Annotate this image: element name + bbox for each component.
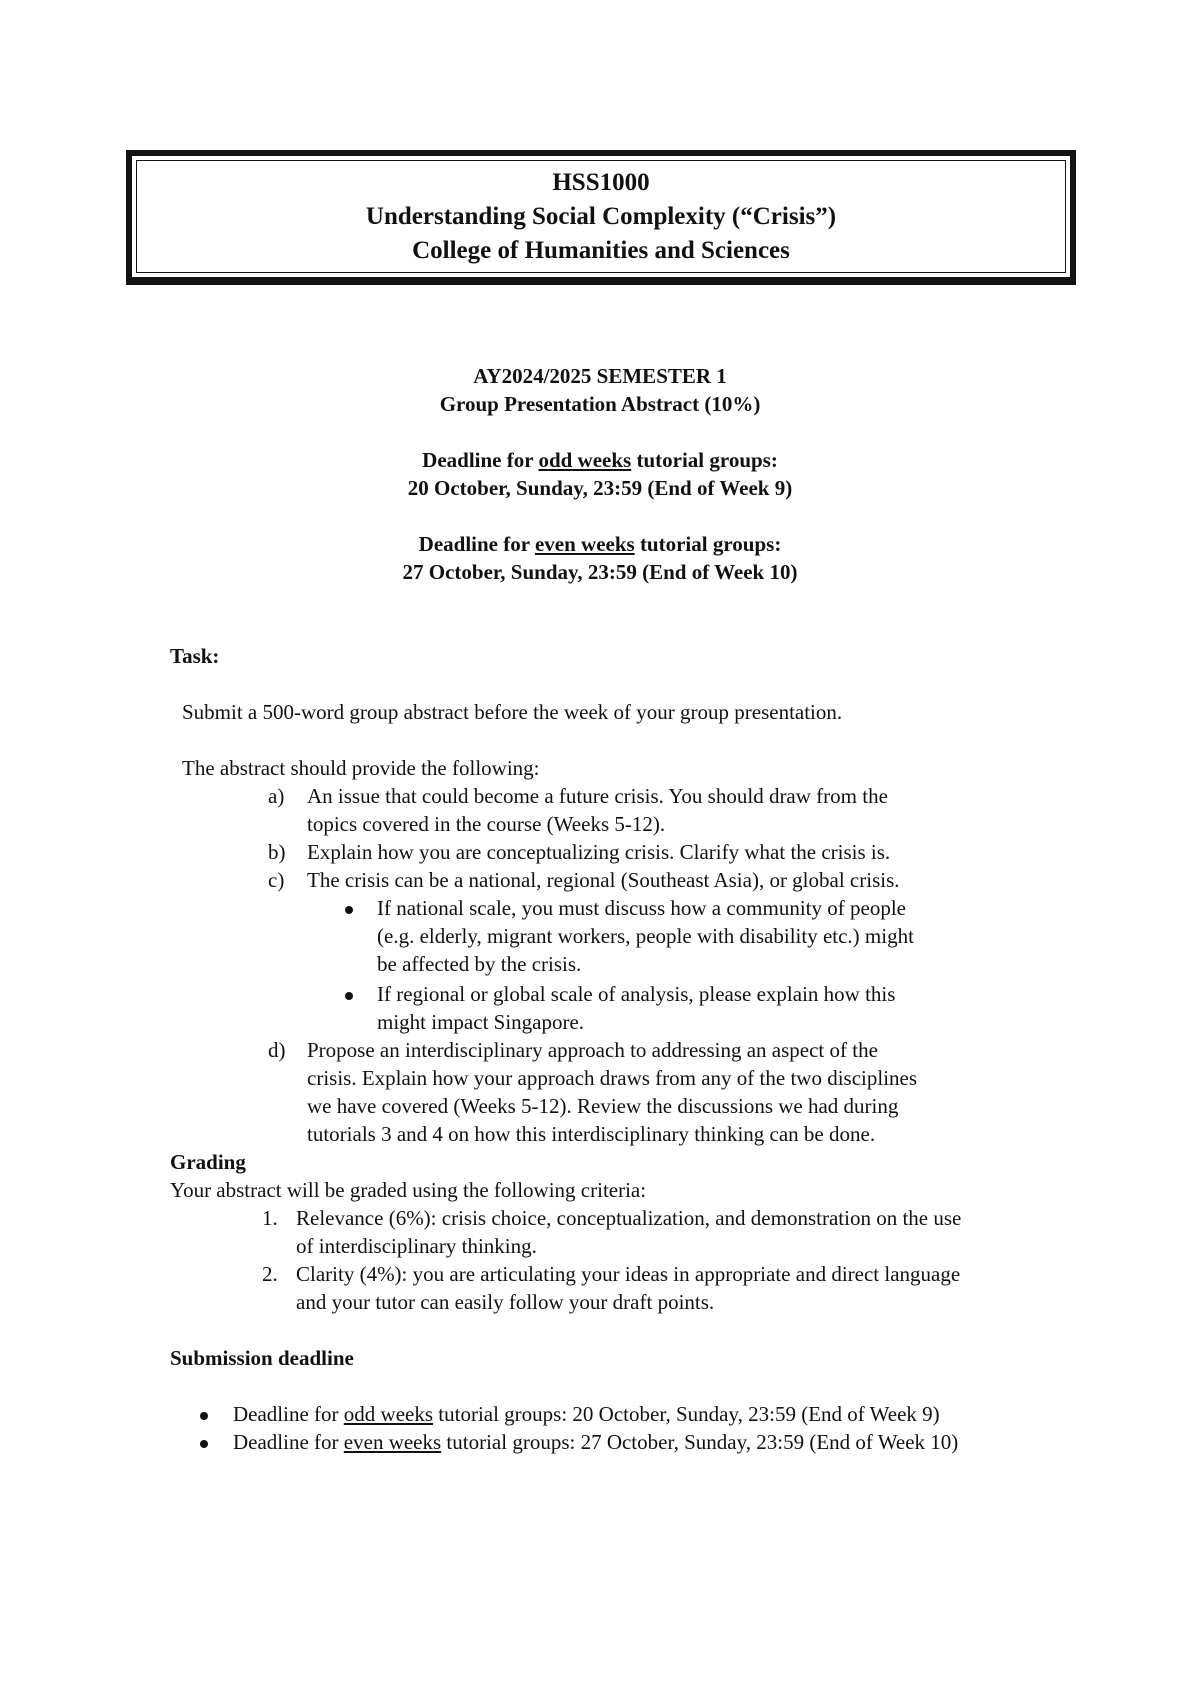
list-marker-a: a) [268, 784, 285, 808]
sub-bullet-1-line2: (e.g. elderly, migrant workers, people with disability etc.) might [377, 924, 914, 948]
course-header-box [126, 150, 1076, 285]
task-heading: Task: [170, 644, 220, 668]
submission-item-even: Deadline for even weeks tutorial groups: 27 October, Sunday, 23:59 (End of Week 10) [233, 1430, 959, 1454]
task-lead: The abstract should provide the following: [182, 756, 540, 780]
sub-bullet-2-line2: might impact Singapore. [377, 1010, 585, 1034]
sub-bullet-1-line3: be affected by the crisis. [377, 952, 582, 976]
grading-item-2-line1: Clarity (4%): you are articulating your ideas in appropriate and direct language [296, 1262, 961, 1286]
bullet-icon [345, 906, 353, 914]
list-marker-1: 1. [262, 1206, 278, 1230]
sub-bullet-1-line1: If national scale, you must discuss how a community of people [377, 896, 906, 920]
bullet-icon [345, 992, 353, 1000]
odd-deadline-date: 20 October, Sunday, 23:59 (End of Week 9) [407, 476, 793, 500]
task-item-b-line1: Explain how you are conceptualizing crisis. Clarify what the crisis is. [307, 840, 891, 864]
task-item-a-line2: topics covered in the course (Weeks 5-12). [307, 812, 666, 836]
grading-lead: Your abstract will be graded using the following criteria: [170, 1178, 647, 1202]
grading-item-1-line2: of interdisciplinary thinking. [296, 1234, 537, 1258]
assignment-line: Group Presentation Abstract (10%) [439, 392, 761, 416]
submission-heading: Submission deadline [170, 1346, 354, 1370]
course-title: Understanding Social Complexity (“Crisis”) [365, 202, 837, 230]
grading-item-2-line2: and your tutor can easily follow your draft points. [296, 1290, 715, 1314]
task-item-a-line1: An issue that could become a future crisis. You should draw from the [307, 784, 888, 808]
grading-heading: Grading [170, 1150, 246, 1174]
semester-line: AY2024/2025 SEMESTER 1 [473, 364, 727, 388]
submission-item-odd: Deadline for odd weeks tutorial groups: 20 October, Sunday, 23:59 (End of Week 9) [233, 1402, 940, 1426]
list-marker-c: c) [268, 868, 285, 892]
bullet-icon [200, 1440, 208, 1448]
grading-item-1-line1: Relevance (6%): crisis choice, conceptualization, and demonstration on the use [296, 1206, 962, 1230]
college-name: College of Humanities and Sciences [412, 236, 790, 264]
sub-bullet-2-line1: If regional or global scale of analysis, please explain how this [377, 982, 896, 1006]
list-marker-2: 2. [262, 1262, 278, 1286]
bullet-icon [200, 1412, 208, 1420]
even-deadline-heading: Deadline for even weeks tutorial groups: [418, 532, 782, 556]
course-code: HSS1000 [552, 168, 650, 196]
list-marker-b: b) [268, 840, 286, 864]
odd-deadline-heading: Deadline for odd weeks tutorial groups: [422, 448, 778, 472]
course-header-inner [136, 160, 1066, 273]
task-item-d-line3: we have covered (Weeks 5-12). Review the discussions we had during [307, 1094, 899, 1118]
task-item-d-line1: Propose an interdisciplinary approach to addressing an aspect of the [307, 1038, 878, 1062]
task-item-c-line1: The crisis can be a national, regional (Southeast Asia), or global crisis. [307, 868, 900, 892]
list-marker-d: d) [268, 1038, 286, 1062]
task-item-d-line4: tutorials 3 and 4 on how this interdisciplinary thinking can be done. [307, 1122, 876, 1146]
task-intro: Submit a 500-word group abstract before the week of your group presentation. [182, 700, 843, 724]
task-item-d-line2: crisis. Explain how your approach draws from any of the two disciplines [307, 1066, 918, 1090]
even-deadline-date: 27 October, Sunday, 23:59 (End of Week 10) [402, 560, 798, 584]
